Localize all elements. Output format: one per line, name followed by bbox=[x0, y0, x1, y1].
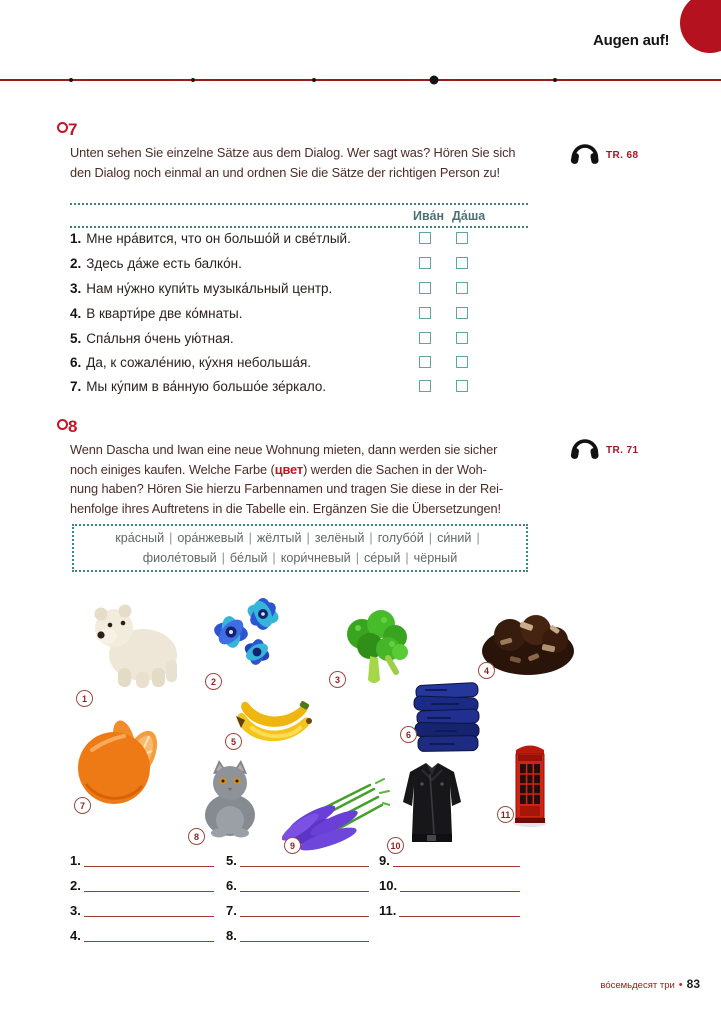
answer-line[interactable] bbox=[399, 899, 520, 917]
photo-number-badge: 3 bbox=[329, 671, 346, 688]
answer-blank bbox=[379, 875, 520, 892]
sentence-row bbox=[70, 379, 530, 397]
answer-line[interactable] bbox=[240, 899, 369, 917]
answer-blank bbox=[226, 925, 369, 942]
answer-line[interactable] bbox=[400, 874, 520, 892]
exercise7-number: 7 bbox=[68, 120, 78, 139]
checkbox-ivan[interactable] bbox=[419, 332, 431, 344]
blank-number: 2. bbox=[70, 878, 81, 893]
sentence-number: 7. bbox=[70, 379, 82, 394]
checkbox-dascha[interactable] bbox=[456, 307, 468, 319]
blank-number: 11. bbox=[379, 903, 397, 918]
sentence-text: Мне нра́вится, что он большо́й и све́тлый. bbox=[86, 231, 351, 246]
checkbox-ivan[interactable] bbox=[419, 257, 431, 269]
sentence-row bbox=[70, 231, 530, 249]
blank-number: 4. bbox=[70, 928, 81, 943]
answer-blank bbox=[226, 875, 369, 892]
checkbox-dascha[interactable] bbox=[456, 380, 468, 392]
exercise8-bullet-icon bbox=[57, 419, 68, 430]
answer-blank bbox=[379, 900, 520, 917]
audio-track-label: TR. 68 bbox=[606, 150, 639, 161]
instruction-line: Wenn Dascha und Iwan eine neue Wohnung mieten, dann werden sie sicher bbox=[70, 442, 498, 457]
photo-broccoli bbox=[340, 608, 408, 688]
answer-line[interactable] bbox=[240, 849, 369, 867]
headphones-icon bbox=[569, 138, 600, 166]
photo-number-badge: 1 bbox=[76, 690, 93, 707]
answer-blank bbox=[226, 900, 369, 917]
photo-blue-orchid bbox=[205, 590, 293, 672]
answer-line[interactable] bbox=[393, 849, 520, 867]
answer-blank bbox=[226, 850, 369, 867]
answer-line[interactable] bbox=[84, 849, 214, 867]
page-number-word: во́семьдесят три bbox=[600, 980, 675, 991]
instruction-line: den Dialog noch einmal an und ordnen Sie die Sätze der richtigen Person zu! bbox=[70, 164, 501, 180]
photo-number-badge: 8 bbox=[188, 828, 205, 845]
rule-dot bbox=[553, 78, 557, 82]
page-number: 83 bbox=[686, 977, 700, 991]
checkbox-dascha[interactable] bbox=[456, 232, 468, 244]
dotted-rule bbox=[70, 203, 528, 205]
separator: | bbox=[272, 551, 276, 565]
sentence-number: 2. bbox=[70, 256, 82, 271]
audio-track-label: TR. 71 bbox=[606, 445, 639, 456]
checkbox-ivan[interactable] bbox=[419, 282, 431, 294]
photo-grey-cat bbox=[200, 758, 260, 838]
answer-blank bbox=[70, 850, 214, 867]
checkbox-dascha[interactable] bbox=[456, 257, 468, 269]
checkbox-ivan[interactable] bbox=[419, 380, 431, 392]
separator: | bbox=[355, 551, 359, 565]
separator: | bbox=[221, 551, 225, 565]
separator: | bbox=[476, 531, 480, 545]
photo-phone-box bbox=[512, 740, 548, 828]
rule-dot bbox=[191, 78, 195, 82]
photo-orange bbox=[76, 714, 164, 806]
sentence-number: 5. bbox=[70, 331, 82, 346]
sentence-row bbox=[70, 281, 530, 299]
rule-dot bbox=[69, 78, 73, 82]
blank-number: 6. bbox=[226, 878, 237, 893]
sentence-row bbox=[70, 306, 530, 324]
colour-words-box bbox=[72, 524, 528, 572]
header-rule bbox=[0, 79, 721, 81]
dotted-rule bbox=[70, 226, 528, 228]
blank-number: 10. bbox=[379, 878, 398, 893]
checkbox-ivan[interactable] bbox=[419, 307, 431, 319]
photo-grid bbox=[60, 588, 660, 860]
instruction-line: nung haben? Hören Sie hierzu Farbennamen und tragen Sie diese in der Rei- bbox=[70, 481, 504, 496]
exercise8-number: 8 bbox=[68, 417, 78, 436]
checkbox-dascha[interactable] bbox=[456, 332, 468, 344]
answer-line[interactable] bbox=[84, 899, 214, 917]
colour-word: жёлтый bbox=[256, 531, 302, 545]
page-footer bbox=[600, 977, 700, 991]
blank-number: 8. bbox=[226, 928, 237, 943]
photo-number-badge: 2 bbox=[205, 673, 222, 690]
instruction-text: ) werden die Sachen in der Woh- bbox=[303, 461, 487, 477]
blank-number: 5. bbox=[226, 853, 237, 868]
answer-line[interactable] bbox=[84, 924, 214, 942]
rule-dot bbox=[312, 78, 316, 82]
answer-blank bbox=[70, 900, 214, 917]
sentence-text: Спа́льня о́чень ую́тная. bbox=[86, 331, 234, 346]
instruction-text: noch einiges kaufen. Welche Farbe ( bbox=[70, 461, 275, 477]
sentence-row bbox=[70, 355, 530, 373]
sentence-row bbox=[70, 256, 530, 274]
sentence-text: Мы ку́пим в ва́нную большо́е зе́ркало. bbox=[86, 379, 327, 394]
sentence-text: Нам ну́жно купи́ть музыка́льный центр. bbox=[86, 281, 333, 296]
instruction-line: Unten sehen Sie einzelne Sätze aus dem Dialog. Wer sagt was? Hören Sie sich bbox=[70, 145, 516, 160]
rule-dot-large bbox=[430, 75, 439, 84]
answer-blank bbox=[379, 850, 520, 867]
photo-number-badge: 5 bbox=[225, 733, 242, 750]
sentence-number: 4. bbox=[70, 306, 82, 321]
colour-word: голубо́й bbox=[377, 531, 424, 545]
separator: | bbox=[248, 531, 252, 545]
checkbox-dascha[interactable] bbox=[456, 282, 468, 294]
photo-number-badge: 11 bbox=[497, 806, 514, 823]
column-header-dascha: Да́ша bbox=[452, 209, 486, 223]
sentence-number: 6. bbox=[70, 355, 82, 370]
colour-word: зелёный bbox=[314, 531, 365, 545]
colour-word: се́рый bbox=[363, 551, 401, 565]
answer-line[interactable] bbox=[240, 924, 369, 942]
instruction-line: henfolge ihres Auftretens in die Tabelle ein. Ergänzen Sie die Übersetzungen! bbox=[70, 500, 502, 516]
separator: | bbox=[428, 531, 433, 545]
colour-word: кори́чневый bbox=[280, 551, 351, 565]
answer-blank bbox=[70, 925, 214, 942]
colour-word: кра́сный bbox=[115, 531, 165, 545]
column-header-ivan: Ива́н bbox=[413, 209, 445, 223]
colour-word: ора́нжевый bbox=[177, 531, 244, 545]
colour-word: чёрный bbox=[413, 551, 458, 565]
checkbox-ivan[interactable] bbox=[419, 232, 431, 244]
sentence-text: Да, к сожале́нию, ку́хня небольша́я. bbox=[86, 355, 312, 370]
footer-bullet: • bbox=[678, 979, 683, 991]
sentence-row bbox=[70, 331, 530, 349]
separator: | bbox=[405, 551, 409, 565]
photo-jeans-stack bbox=[412, 678, 482, 760]
colour-words-line bbox=[74, 548, 526, 568]
blank-number: 7. bbox=[226, 903, 237, 918]
colour-word: бе́лый bbox=[229, 551, 268, 565]
colour-words-line bbox=[74, 528, 526, 548]
headphones-icon bbox=[569, 433, 600, 461]
blank-number: 1. bbox=[70, 853, 81, 868]
answer-line[interactable] bbox=[84, 874, 214, 892]
photo-number-badge: 9 bbox=[284, 837, 301, 854]
photo-leather-jacket bbox=[400, 758, 464, 850]
exercise8-instructions bbox=[70, 440, 503, 518]
photo-polar-bear bbox=[88, 600, 180, 690]
sentence-text: В кварти́ре две ко́мнаты. bbox=[86, 306, 243, 321]
corner-red-circle bbox=[680, 0, 721, 53]
blank-number: 3. bbox=[70, 903, 81, 918]
colour-word: си́ний bbox=[437, 531, 472, 545]
sentence-text: Здесь да́же есть балко́н. bbox=[86, 256, 242, 271]
photo-number-badge: 7 bbox=[74, 797, 91, 814]
photo-bananas bbox=[232, 688, 316, 750]
photo-number-badge: 6 bbox=[400, 726, 417, 743]
highlighted-word: цвет bbox=[274, 461, 304, 477]
exercise7-instructions bbox=[70, 143, 515, 182]
separator: | bbox=[306, 531, 310, 545]
exercise7-bullet-icon bbox=[57, 122, 68, 133]
sentence-number: 3. bbox=[70, 281, 82, 296]
answer-line[interactable] bbox=[240, 874, 369, 892]
photo-number-badge: 10 bbox=[387, 837, 404, 854]
checkbox-ivan[interactable] bbox=[419, 356, 431, 368]
checkbox-dascha[interactable] bbox=[456, 356, 468, 368]
blank-number: 9. bbox=[379, 853, 390, 868]
sentence-number: 1. bbox=[70, 231, 82, 246]
photo-number-badge: 4 bbox=[478, 662, 495, 679]
instruction-line bbox=[70, 460, 503, 480]
page-title: Augen auf! bbox=[593, 32, 670, 49]
separator: | bbox=[169, 531, 173, 545]
colour-word: фиоле́товый bbox=[142, 551, 217, 565]
answer-blank bbox=[70, 875, 214, 892]
separator: | bbox=[369, 531, 373, 545]
